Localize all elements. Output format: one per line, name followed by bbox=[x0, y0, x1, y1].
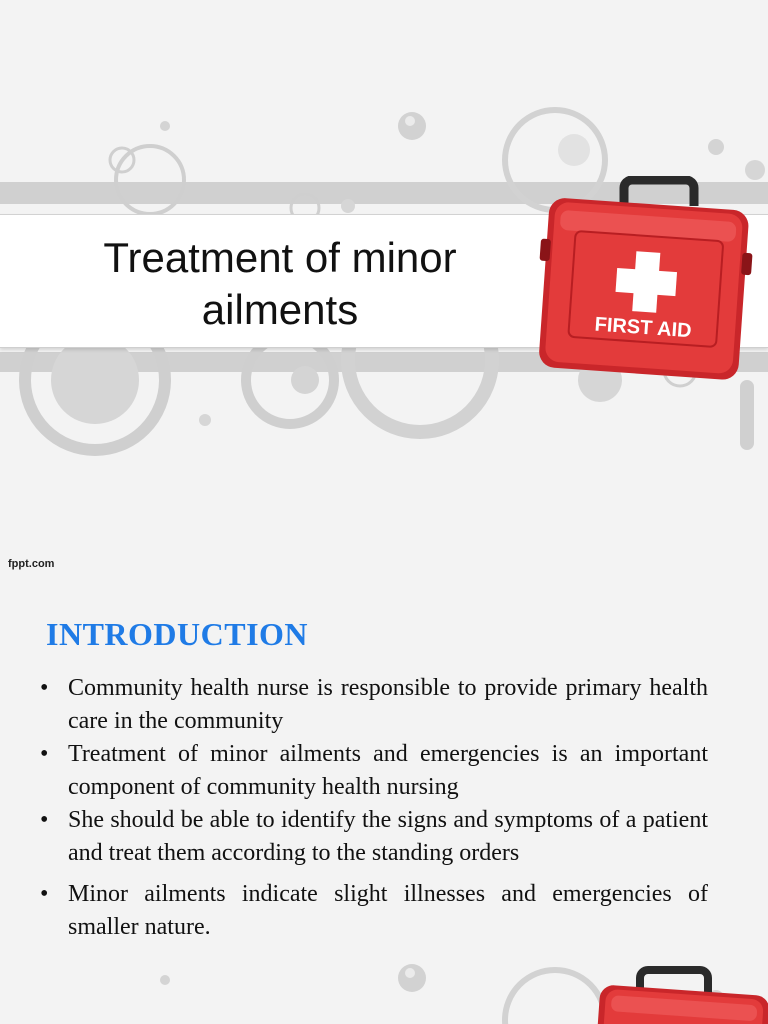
list-item bbox=[36, 878, 708, 944]
bullet-text: Minor ailments indicate slight illnesses and emergencies of smaller nature. bbox=[68, 881, 708, 940]
list-item bbox=[36, 804, 708, 870]
bullet-list bbox=[36, 672, 708, 944]
section-heading: INTRODUCTION bbox=[46, 616, 309, 652]
bullet-text: Community health nurse is responsible to provide primary health care in the community bbox=[68, 675, 708, 734]
bullet-text: She should be able to identify the signs and symptoms of a patient and treat them according to the standing orders bbox=[68, 807, 708, 866]
content-slide bbox=[0, 580, 768, 1024]
list-item bbox=[36, 672, 708, 738]
list-item bbox=[36, 738, 708, 804]
first-aid-kit-icon bbox=[590, 964, 768, 1024]
bullet-icon: • bbox=[40, 881, 49, 907]
bullet-icon: • bbox=[40, 741, 49, 767]
brand-label: fppt.com bbox=[8, 558, 55, 570]
first-aid-kit-label: FIRST AID bbox=[593, 313, 693, 343]
bullet-icon: • bbox=[40, 807, 49, 833]
bullet-text: Treatment of minor ailments and emergencies is an important component of community health nursing bbox=[68, 741, 708, 800]
bullet-icon: • bbox=[40, 675, 49, 701]
slide-title: Treatment of minor ailments bbox=[103, 234, 457, 333]
first-aid-kit-icon bbox=[536, 176, 756, 386]
